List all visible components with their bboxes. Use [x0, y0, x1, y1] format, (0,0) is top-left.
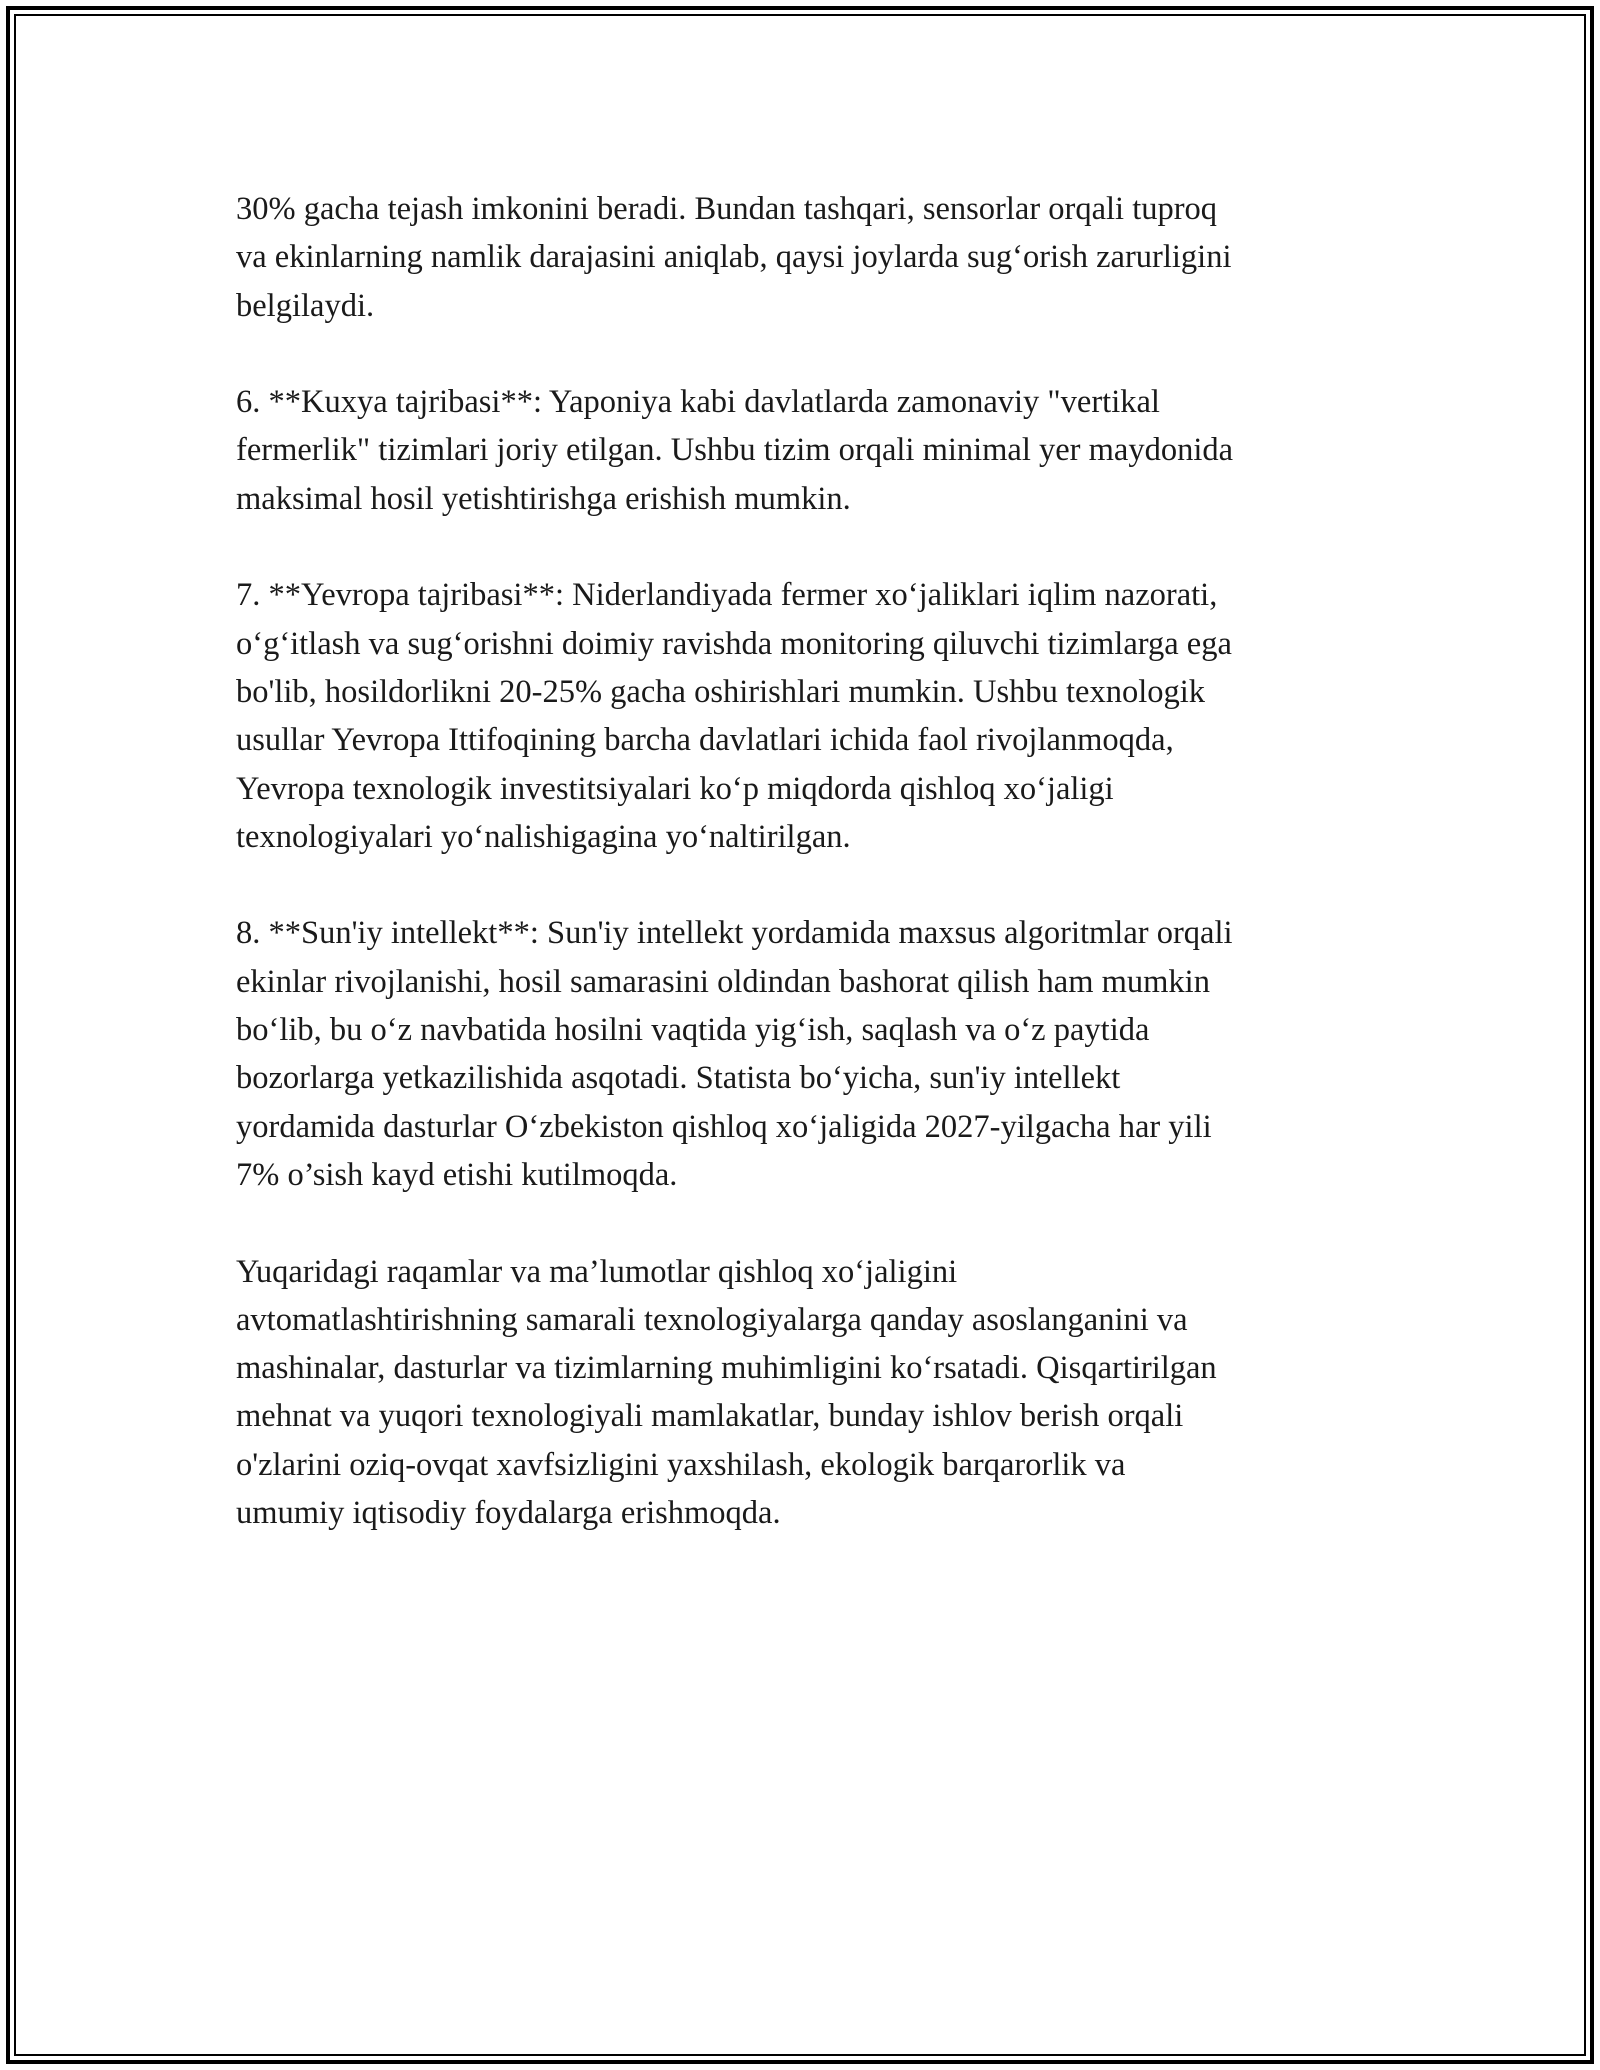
text-line: mashinalar, dasturlar va tizimlarning muhimligini ko‘rsatadi. Qisqartirilgan: [236, 1350, 1217, 1387]
text-line: 6. **Kuxya tajribasi**: Yaponiya kabi davlatlarda zamonaviy "vertikal: [236, 384, 1160, 421]
paragraph-conclusion: [236, 1248, 1376, 1538]
text-line: usullar Yevropa Ittifoqining barcha davlatlari ichida faol rivojlanmoqda,: [236, 722, 1174, 759]
text-line: Yuqaridagi raqamlar va ma’lumotlar qishloq xo‘jaligini: [236, 1253, 958, 1290]
text-line: fermerlik" tizimlari joriy etilgan. Ushbu tizim orqali minimal yer maydonida: [236, 432, 1234, 469]
text-line: 7% o’sish kayd etishi kutilmoqda.: [236, 1156, 678, 1193]
text-line: bo‘lib, bu o‘z navbatida hosilni vaqtida yig‘ish, saqlash va o‘z paytida: [236, 1012, 1150, 1049]
text-line: va ekinlarning namlik darajasini aniqlab, qaysi joylarda sug‘orish zarurligini: [236, 239, 1232, 276]
text-line: o'zlarini oziq-ovqat xavfsizligini yaxshilash, ekologik barqarorlik va: [236, 1446, 1126, 1483]
paragraph-item-8: [236, 909, 1376, 1199]
text-line: bozorlarga yetkazilishida asqotadi. Statista bo‘yicha, sun'iy intellekt: [236, 1060, 1121, 1097]
text-line: Yevropa texnologik investitsiyalari ko‘p miqdorda qishloq xo‘jaligi: [236, 770, 1114, 807]
text-line: yordamida dasturlar O‘zbekiston qishloq xo‘jaligida 2027-yilgacha har yili: [236, 1108, 1212, 1145]
text-line: bo'lib, hosildorlikni 20-25% gacha oshirishlari mumkin. Ushbu texnologik: [236, 673, 1206, 710]
text-line: belgilaydi.: [236, 287, 375, 324]
text-line: ekinlar rivojlanishi, hosil samarasini oldindan bashorat qilish ham mumkin: [236, 963, 1210, 1000]
text-line: 8. **Sun'iy intellekt**: Sun'iy intellekt yordamida maxsus algoritmlar orqali: [236, 915, 1233, 952]
text-line: umumiy iqtisodiy foydalarga erishmoqda.: [236, 1495, 781, 1532]
paragraph-item-6: [236, 378, 1376, 523]
text-line: mehnat va yuqori texnologiyali mamlakatlar, bunday ishlov berish orqali: [236, 1398, 1184, 1435]
paragraph-item-7: [236, 571, 1376, 861]
text-line: avtomatlashtirishning samarali texnologiyalarga qanday asoslanganini va: [236, 1301, 1188, 1338]
paragraph-irrigation-savings: [236, 185, 1376, 330]
text-line: o‘g‘itlash va sug‘orishni doimiy ravishda monitoring qiluvchi tizimlarga ega: [236, 625, 1232, 662]
text-line: 30% gacha tejash imkonini beradi. Bundan tashqari, sensorlar orqali tuproq: [236, 191, 1218, 227]
text-line: 7. **Yevropa tajribasi**: Niderlandiyada fermer xo‘jaliklari iqlim nazorati,: [236, 577, 1218, 614]
document-body: [236, 185, 1376, 1586]
text-line: maksimal hosil yetishtirishga erishish mumkin.: [236, 480, 851, 517]
text-line: texnologiyalari yo‘nalishigagina yo‘naltirilgan.: [236, 818, 851, 855]
